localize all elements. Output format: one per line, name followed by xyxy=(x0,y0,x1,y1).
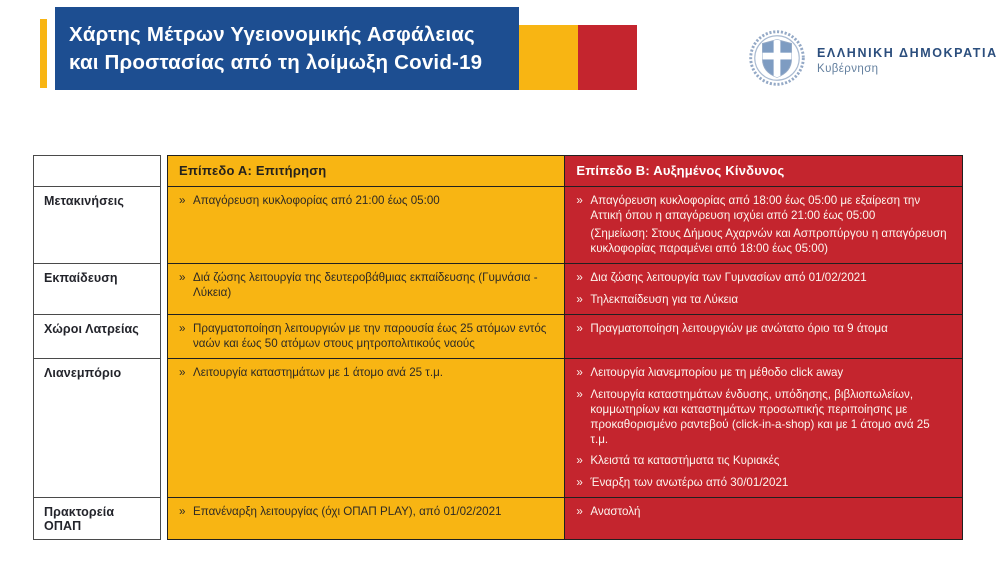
row-category-label: Χώροι Λατρείας xyxy=(33,314,161,360)
chevron-bullet-icon: » xyxy=(179,271,186,285)
table-row xyxy=(33,263,965,316)
chevron-bullet-icon: » xyxy=(576,194,583,208)
measure-text: Διά ζώσης λειτουργία της δευτεροβάθμιας εκπαίδευσης (Γυμνάσια - Λύκεια) xyxy=(193,271,538,299)
measure-item xyxy=(576,505,950,520)
row-category-label: Λιανεμπόριο xyxy=(33,358,161,499)
measure-text: Πραγματοποίηση λειτουργιών με ανώτατο όριο τα 9 άτομα xyxy=(590,322,888,336)
measure-text: Πραγματοποίηση λειτουργιών με την παρουσία έως 25 ατόμων εντός ναών και έως 50 ατόμων στους μητροπολιτικούς ναούς xyxy=(193,322,547,351)
measure-item xyxy=(576,388,950,447)
measure-text: Κλειστά τα καταστήματα τις Κυριακές xyxy=(590,454,780,468)
government-logo xyxy=(748,29,998,92)
chevron-bullet-icon: » xyxy=(576,388,583,402)
measure-text: Επανέναρξη λειτουργίας (όχι ΟΠΑΠ PLAY), από 01/02/2021 xyxy=(193,505,502,519)
chevron-bullet-icon: » xyxy=(576,476,583,490)
measure-text: Απαγόρευση κυκλοφορίας από 21:00 έως 05:00 xyxy=(193,194,440,208)
table-rows xyxy=(33,186,965,540)
measure-cell-level-b xyxy=(564,497,963,540)
measure-item xyxy=(179,366,553,381)
table-row xyxy=(33,186,965,264)
row-category-label: Εκπαίδευση xyxy=(33,263,161,316)
measure-text: Λειτουργία καταστημάτων ένδυσης, υπόδησης, βιβλιοπωλείων, κομμωτηρίων και καταστημάτων προσωπικής περιποίησης με προκαθορισμένο ραντεβού (click-in-a-shop) και με 1 άτομο ανά 25 τ.μ. xyxy=(590,388,930,446)
table-row xyxy=(33,358,965,499)
measure-item xyxy=(576,194,950,224)
yellow-level-swatch xyxy=(519,25,578,90)
measure-cell-level-a xyxy=(167,263,566,316)
measure-item xyxy=(179,271,553,301)
chevron-bullet-icon: » xyxy=(576,292,583,306)
greek-coat-of-arms-icon xyxy=(748,29,806,92)
row-category-label: Μετακινήσεις xyxy=(33,186,161,264)
red-level-swatch xyxy=(578,25,637,90)
chevron-bullet-icon: » xyxy=(179,322,186,336)
measure-text: (Σημείωση: Στους Δήμους Αχαρνών και Ασπροπύργου η απαγόρευση κυκλοφορίας παραμένει από 18:00 έως 05:00) xyxy=(590,227,947,255)
measure-text: Λειτουργία λιανεμπορίου με τη μέθοδο click away xyxy=(590,366,844,380)
measure-item xyxy=(576,454,950,469)
measure-cell-level-a xyxy=(167,314,566,360)
measure-text: Δια ζώσης λειτουργία των Γυμνασίων από 01/02/2021 xyxy=(590,271,867,285)
measure-item xyxy=(179,322,553,352)
chevron-bullet-icon: » xyxy=(179,505,186,519)
measure-text: Έναρξη των ανωτέρω από 30/01/2021 xyxy=(590,476,789,490)
chevron-bullet-icon: » xyxy=(576,271,583,285)
measure-item xyxy=(576,271,950,286)
measure-text: Τηλεκπαίδευση για τα Λύκεια xyxy=(590,292,739,306)
measure-cell-level-b xyxy=(564,263,963,316)
measure-item xyxy=(576,227,950,257)
title-banner xyxy=(55,7,519,90)
chevron-bullet-icon: » xyxy=(179,366,186,380)
chevron-bullet-icon: » xyxy=(576,454,583,468)
measure-text: Απαγόρευση κυκλοφορίας από 18:00 έως 05:00 με εξαίρεση την Αττική όπου η απαγόρευση ισχύει από 21:00 έως 05:00 xyxy=(590,194,921,223)
measure-item xyxy=(179,505,553,520)
measure-text: Λειτουργία καταστημάτων με 1 άτομο ανά 25 τ.μ. xyxy=(193,366,444,380)
measure-cell-level-a xyxy=(167,186,566,264)
chevron-bullet-icon: » xyxy=(179,194,186,208)
level-a-header: Επίπεδο Α: Επιτήρηση xyxy=(167,155,566,188)
chevron-bullet-icon: » xyxy=(576,322,583,336)
level-b-header: Επίπεδο Β: Αυξημένος Κίνδυνος xyxy=(564,155,963,188)
measure-item xyxy=(576,293,950,308)
page-title-line1: Χάρτης Μέτρων Υγειονομικής Ασφάλειας xyxy=(69,23,475,47)
measure-item xyxy=(179,194,553,209)
measure-cell-level-b xyxy=(564,314,963,360)
measure-item xyxy=(576,476,950,491)
measure-item xyxy=(576,366,950,381)
table-header-row xyxy=(33,155,965,188)
measure-cell-level-a xyxy=(167,358,566,499)
measure-cell-level-b xyxy=(564,186,963,264)
measure-text: Αναστολή xyxy=(590,505,641,519)
chevron-bullet-icon: » xyxy=(576,366,583,380)
header-empty-cell xyxy=(33,155,161,188)
yellow-accent-strip xyxy=(40,19,47,88)
measure-item xyxy=(576,322,950,337)
measure-cell-level-b xyxy=(564,358,963,499)
measures-table xyxy=(33,155,965,540)
chevron-bullet-icon: » xyxy=(576,505,583,519)
table-row xyxy=(33,314,965,360)
table-row xyxy=(33,497,965,540)
government-sub-name: Κυβέρνηση xyxy=(817,63,879,75)
measure-cell-level-a xyxy=(167,497,566,540)
page-title-line2: και Προστασίας από τη λοίμωξη Covid-19 xyxy=(69,50,483,74)
government-logo-text xyxy=(817,46,998,75)
row-category-label: Πρακτορεία ΟΠΑΠ xyxy=(33,497,161,540)
government-org-name: ΕΛΛΗΝΙΚΗ ΔΗΜΟΚΡΑΤΙΑ xyxy=(817,46,998,60)
